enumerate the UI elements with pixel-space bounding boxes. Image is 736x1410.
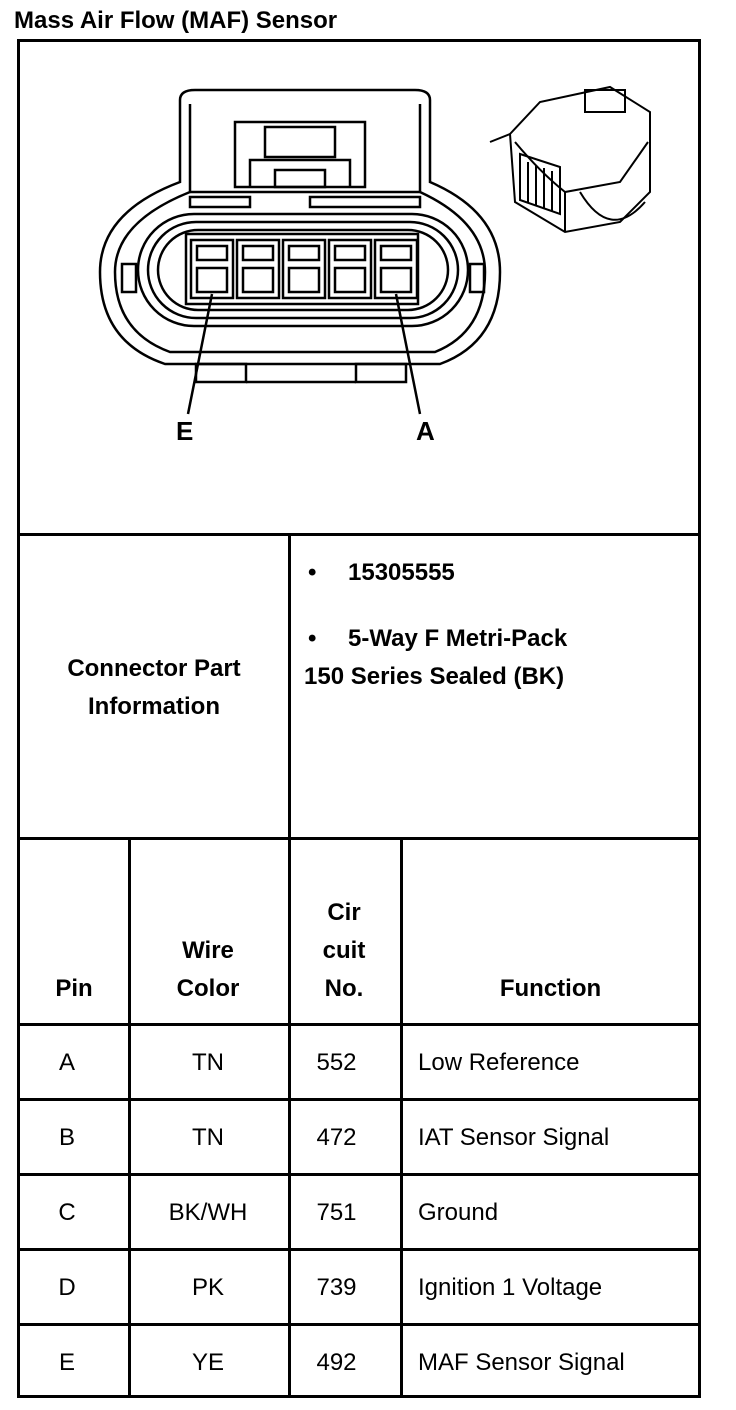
- row-divider: [20, 1323, 698, 1326]
- connector-part-details: [304, 554, 567, 696]
- connector-diagram: [20, 42, 698, 536]
- pin-leader-lines: [188, 294, 420, 414]
- cell-function: MAF Sensor Signal: [418, 1349, 625, 1376]
- cell-pin: B: [58, 1124, 75, 1151]
- cell-pin: D: [58, 1274, 76, 1301]
- connector-3d-view: [490, 87, 650, 232]
- description-line1: 5-Way F Metri-Pack: [348, 625, 568, 652]
- cell-function: IAT Sensor Signal: [418, 1124, 610, 1151]
- header-pin: Pin: [55, 975, 93, 1002]
- bullet-icon: •: [308, 559, 317, 586]
- header-wire-color: Wire Color: [176, 937, 240, 1002]
- pin-cavities: [191, 240, 417, 298]
- cell-circuit: 739: [316, 1274, 357, 1301]
- cell-wire-color: PK: [191, 1274, 224, 1301]
- cell-circuit: 552: [316, 1049, 357, 1076]
- cell-wire-color: YE: [191, 1349, 224, 1376]
- cell-function: Low Reference: [418, 1049, 580, 1076]
- cell-wire-color: TN: [192, 1124, 224, 1151]
- header-divider: [20, 1023, 698, 1026]
- cell-function: Ground: [418, 1199, 499, 1226]
- bullet-icon: •: [308, 625, 317, 652]
- cell-circuit: 492: [316, 1349, 357, 1376]
- cell-pin: C: [58, 1199, 76, 1226]
- cell-wire-color: BK/WH: [168, 1199, 248, 1226]
- connector-info-divider: [288, 536, 291, 840]
- cell-circuit: 751: [316, 1199, 357, 1226]
- connector-table: [17, 39, 701, 1398]
- connector-label-line2: Information: [87, 693, 220, 720]
- row-divider: [20, 1248, 698, 1251]
- header-circuit-no: Cir cuit No.: [322, 899, 366, 1002]
- pin-label-a: A: [416, 416, 435, 446]
- connector-face-drawing: [100, 90, 500, 382]
- row-divider: [20, 1173, 698, 1176]
- cell-pin: E: [58, 1349, 75, 1376]
- part-number: 15305555: [348, 559, 455, 586]
- connector-label-line1: Connector Part: [67, 655, 241, 682]
- header-function: Function: [499, 975, 602, 1002]
- pin-label-e: E: [176, 416, 194, 446]
- cell-circuit: 472: [316, 1124, 357, 1151]
- description-line2: 150 Series Sealed (BK): [304, 663, 565, 690]
- row-divider: [20, 1098, 698, 1101]
- cell-pin: A: [58, 1049, 75, 1076]
- column-divider: [400, 840, 403, 1397]
- cell-function: Ignition 1 Voltage: [418, 1274, 603, 1301]
- connector-part-information-label: [20, 536, 288, 840]
- page-title: Mass Air Flow (MAF) Sensor: [14, 7, 338, 34]
- cell-wire-color: TN: [192, 1049, 224, 1076]
